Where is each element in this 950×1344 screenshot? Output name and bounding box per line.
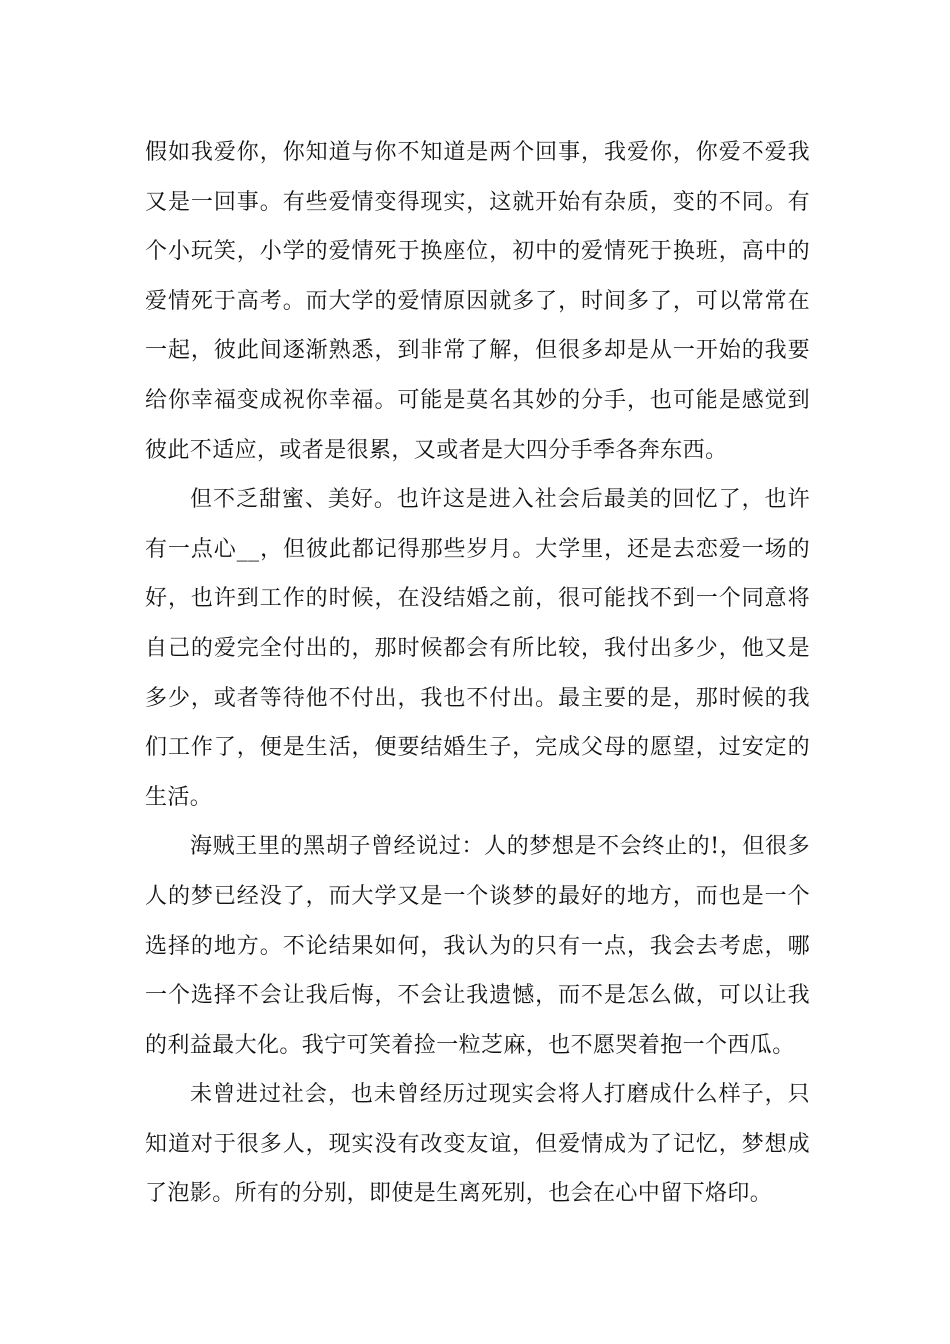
text-line: 爱情死于高考。而大学的爱情原因就多了，时间多了，可以常常在: [145, 288, 810, 314]
text-line: 彼此不适应，或者是很累，又或者是大四分手季各奔东西。: [145, 437, 728, 463]
text-line: 给你幸福变成祝你幸福。可能是莫名其妙的分手，也可能是感觉到: [145, 387, 810, 413]
text-line: 有一点心__，但彼此都记得那些岁月。大学里，还是去恋爱一场的: [145, 536, 810, 562]
text-line: 生活。: [145, 784, 213, 810]
text-line: 自己的爱完全付出的，那时候都会有所比较，我付出多少，他又是: [145, 635, 810, 661]
paragraph-4: [145, 1070, 810, 1219]
text-line: 一个选择不会让我后悔，不会让我遗憾，而不是怎么做，可以让我: [145, 983, 810, 1009]
text-line: 多少，或者等待他不付出，我也不付出。最主要的是，那时候的我: [145, 685, 810, 711]
text-line: 的利益最大化。我宁可笑着捡一粒芝麻，也不愿哭着抱一个西瓜。: [145, 1032, 795, 1058]
paragraph-2: [145, 475, 810, 822]
text-line: 假如我爱你，你知道与你不知道是两个回事，我爱你，你爱不爱我: [145, 140, 810, 165]
text-line: 选择的地方。不论结果如何，我认为的只有一点，我会去考虑，哪: [145, 933, 810, 959]
text-line: 未曾进过社会，也未曾经历过现实会将人打磨成什么样子，只: [190, 1082, 810, 1108]
text-line: 了泡影。所有的分别，即使是生离死别，也会在心中留下烙印。: [145, 1181, 773, 1207]
paragraph-1: [145, 128, 810, 475]
text-line: 一起，彼此间逐渐熟悉，到非常了解，但很多却是从一开始的我要: [145, 338, 810, 364]
text-line: 知道对于很多人，现实没有改变友谊，但爱情成为了记忆，梦想成: [145, 1131, 810, 1157]
document-body: [145, 128, 810, 1219]
text-line: 又是一回事。有些爱情变得现实，这就开始有杂质，变的不同。有: [145, 189, 810, 215]
text-line: 但不乏甜蜜、美好。也许这是进入社会后最美的回忆了，也许: [190, 487, 810, 513]
text-line: 人的梦已经没了，而大学又是一个谈梦的最好的地方，而也是一个: [145, 883, 810, 909]
text-line: 个小玩笑，小学的爱情死于换座位，初中的爱情死于换班，高中的: [145, 239, 810, 265]
text-line: 们工作了，便是生活，便要结婚生子，完成父母的愿望，过安定的: [145, 735, 810, 761]
text-line: 海贼王里的黑胡子曾经说过：人的梦想是不会终止的!，但很多: [190, 834, 810, 860]
text-line: 好，也许到工作的时候，在没结婚之前，很可能找不到一个同意将: [145, 586, 810, 612]
paragraph-3: [145, 822, 810, 1070]
